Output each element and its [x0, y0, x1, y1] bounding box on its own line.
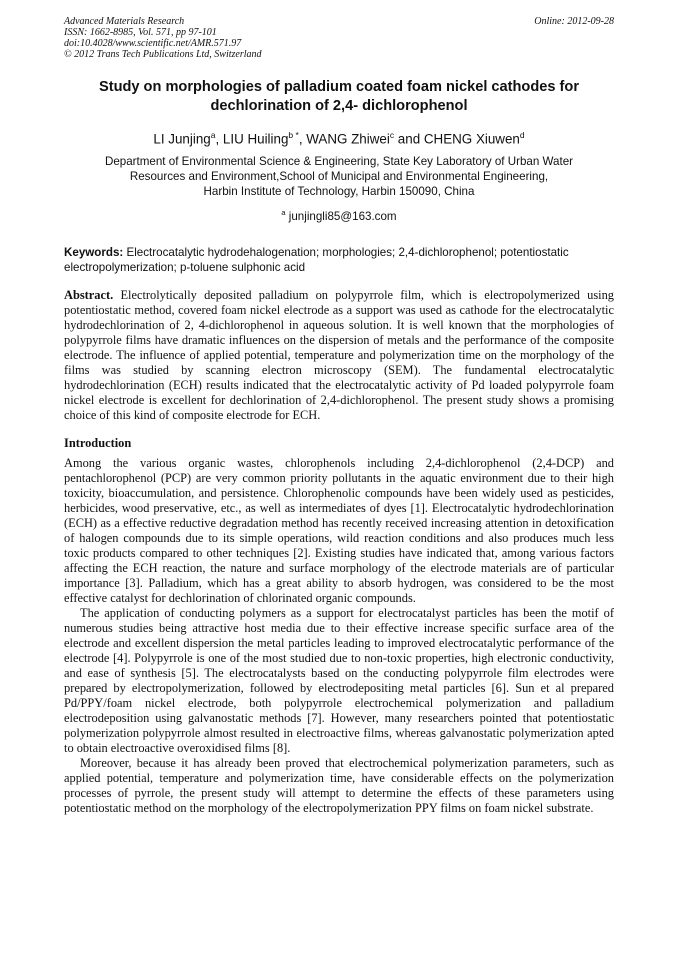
online-date: Online: 2012-09-28: [534, 16, 614, 27]
affiliation-line-2: Resources and Environment,School of Municipal and Environmental Engineering,: [129, 170, 549, 184]
affiliation-line-3: Harbin Institute of Technology, Harbin 150090, China: [203, 185, 475, 199]
copyright-line: © 2012 Trans Tech Publications Ltd, Switzerland: [64, 49, 262, 60]
intro-paragraph-2: The application of conducting polymers as a support for electrocatalyst particles has been the motif of numerous studies being attractive host media due to their effective increase specific surface area of the electrode and excellent dispersion the metal particles leading to improved electrocatalytic performance of the electrode [4]. Polypyrrole is one of the most studied due to non-toxic properties, high electronic conductivity, and ease of synthesis [5]. The electrocatalysts based on the conducting polypyrrole film electrodes were prepared by electropolymerization, followed by electrodepositing metal particles [6]. Sun et al prepared Pd/PPY/foam nickel electrode, both polypyrrole electrochemical polymerization and palladium electrodeposition using galvanostatic methods [7]. However, many researchers pointed that potentiostatic polymerization polypyrrole almost resulted in electroactive films, whereas galvanostatic polymerization apted to obtain electroactive overoxidised films [8].: [64, 606, 614, 756]
author-4-mark: d: [519, 130, 525, 140]
abstract: [64, 288, 614, 423]
author-1-mark: a: [210, 130, 216, 140]
intro-paragraph-3: Moreover, because it has already been proved that electrochemical polymerization parameters, such as applied potential, temperature and polymerization time, have considerable effects on the polymerization processes of pyrrole, the present study will attempt to determine the effects of these parameters using potentiostatic method on the morphology of the electropolymerization PPY films on foam nickel substrate.: [64, 756, 614, 816]
keywords-label: Keywords:: [64, 246, 124, 260]
keywords: [64, 245, 614, 275]
author-4: and CHENG Xiuwen: [394, 131, 520, 147]
affiliation: [64, 154, 614, 199]
abstract-label: Abstract.: [64, 288, 114, 303]
email-address: junjingli85@163.com: [285, 210, 397, 224]
author-2-mark: b *: [288, 130, 299, 140]
affiliation-line-1: Department of Environmental Science & Engineering, State Key Laboratory of Urban Water: [104, 155, 574, 169]
title-line-2: dechlorination of 2,4- dichlorophenol: [210, 98, 468, 114]
issn-line: ISSN: 1662-8985, Vol. 571, pp 97-101: [64, 27, 217, 38]
author-3: , WANG Zhiwei: [298, 131, 390, 147]
paper-title: [64, 78, 614, 116]
title-line-1: Study on morphologies of palladium coated foam nickel cathodes for: [98, 79, 580, 95]
intro-paragraph-1: Among the various organic wastes, chlorophenols including 2,4-dichlorophenol (2,4-DCP) and pentachlorophenol (PCP) are very common priority pollutants in the aquatic environment due to their high toxicity, bioaccumulation, and persistence. Chlorophenolic compounds have been widely used as pesticides, herbicides, wood preservative, etc., as well as intermediates of dyes [1]. Electrocatalytic hydrodechlorination (ECH) as a effective reductive degradation method has recently received increasing attention in detoxification of halogen compounds due to its simple operations, wild reaction conditions and also produces much less toxic products compared to other techniques [2]. Existing studies have indicated that, among various factors affecting the ECH reaction, the nature and surface morphology of the electrode materials are of particular importance [3]. Palladium, which has a great ability to absorb hydrogen, was considered to be the most effective catalyst for dechlorination of chlorinated organic compounds.: [64, 456, 614, 606]
doi-line: doi:10.4028/www.scientific.net/AMR.571.97: [64, 38, 242, 49]
author-list: [64, 126, 614, 148]
introduction-heading: Introduction: [64, 436, 132, 451]
author-email: [64, 205, 614, 224]
journal-name: Advanced Materials Research: [64, 16, 185, 27]
author-2: , LIU Huiling: [215, 131, 289, 147]
journal-header: [64, 16, 614, 60]
author-3-mark: c: [389, 130, 395, 140]
abstract-text: Electrolytically deposited palladium on polypyrrole film, which is electropolymerized using potentiostatic method, covered foam nickel electrode as a support was used as cathode for the electrocatalytic hydrodechlorination of 2, 4-dichlorophenol in aqueous solution. It is well known that the morphologies of polypyrrole films have dramatic influences on the dispersion of metals and the performance of the composite electrode. The influence of applied potential, temperature and polymerization time on the morphology of the films was studied by scanning electron microscopy (SEM). The fundamental electrocatalytic hydrodechlorination (ECH) results indicated that the electrocatalytic activity of Pd loaded polypyrrole foam nickel electrode is excellent for dechlorination of 2,4-dichlorophenol. The present study shows a promising choice of this kind of composite electrode for ECH.: [64, 288, 614, 423]
author-1: LI Junjing: [153, 131, 211, 147]
keywords-text: Electrocatalytic hydrodehalogenation; morphologies; 2,4-dichlorophenol; potentiostatic electropolymerization; p-toluene sulphonic acid: [64, 246, 569, 275]
email-mark: a: [281, 208, 286, 218]
